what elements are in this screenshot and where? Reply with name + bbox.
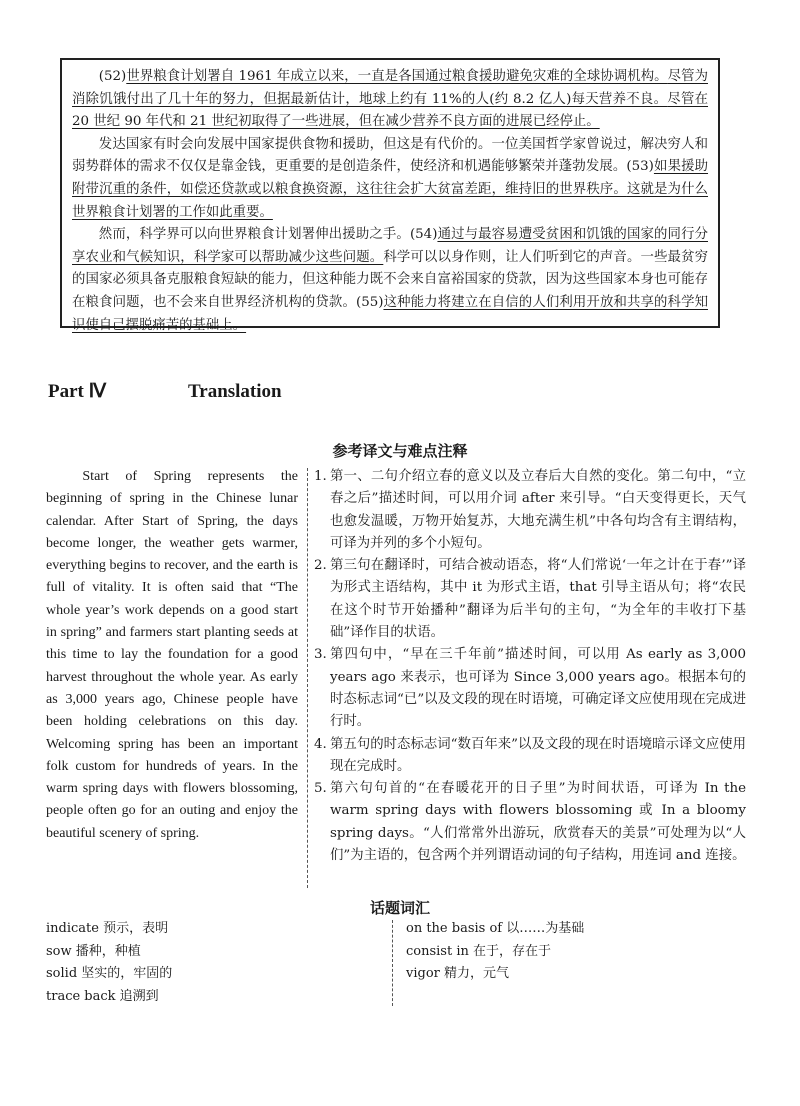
vocab-list-right xyxy=(406,918,736,986)
passage-paragraph-1 xyxy=(72,66,708,134)
note-number: 2. xyxy=(314,558,327,574)
part-title: Translation xyxy=(188,381,282,402)
note-number: 5. xyxy=(314,781,327,797)
passage-paragraph-3 xyxy=(72,224,708,337)
part-label: Part Ⅳ xyxy=(48,381,107,402)
translation-column xyxy=(46,466,298,845)
vocab-item: sow 播种，种植 xyxy=(46,943,141,959)
part-heading xyxy=(48,380,282,403)
vocab-divider xyxy=(392,920,393,1006)
note-item xyxy=(314,644,746,733)
underlined-sentence: 这就是为什么世界粮食计划署的工作如此重要。 xyxy=(72,181,709,220)
note-text: 第四句中，“早在三千年前”描述时间，可以用 As early as 3,000 years ago 来表示，也可译为 Since 3,000 years ago。根据本句的时态标志词“已”以及文段的现在时语境，可确定译文应使用现在完成进行时。 xyxy=(330,647,746,730)
note-number: 4. xyxy=(314,736,327,752)
note-item xyxy=(314,555,746,644)
underlined-sentence-52: 世界粮食计划署自 1961 年成立以来，一直是各国通过粮食援助避免灾难的全球协调机构。 xyxy=(126,69,668,84)
note-item xyxy=(314,734,746,779)
vocab-item: consist in 在于，存在于 xyxy=(406,943,551,959)
passage-paragraph-2 xyxy=(72,134,708,224)
passage-text: 科学可以以身作则，让人们听到它的声音。一些最贫穷的国家必须具备克服粮食短缺的能力，但这种能力既不会来自富裕国家的贷款，因为这些国家本身也可能存在粮食问题，也不会来自世界经济机构的贷款。(55) xyxy=(72,249,709,310)
notes-column xyxy=(314,466,746,867)
note-number: 1. xyxy=(314,469,327,484)
vocab-item: indicate 预示，表明 xyxy=(46,921,169,936)
vocab-item: vigor 精力，元气 xyxy=(406,966,509,981)
note-text: 第六句句首的“在春暖花开的日子里”为时间状语，可译为 In the warm spring days with flowers blossoming 或 In a bloomy spring days。“人们常常外出游玩，欣赏春天的美景”可处理为以“人们”为主语的，包含两个并列谓语动词的句子结构，用连词 and 连接。 xyxy=(330,781,746,864)
underlined-sentence: 尽管为消除饥饿付出了几十年的努力，但据最新估计，地球上约有 11%的人(约 8.2 亿人)每天营养不良。 xyxy=(72,69,708,107)
passage-text: 然而，科学界可以向世界粮食计划署伸出援助之手。(54) xyxy=(98,227,438,243)
passage-text: 发达国家有时会向发展中国家提供食物和援助，但这是有代价的。一位美国哲学家曾说过，解决穷人和弱势群体的需求不仅仅是靠金钱，更重要的是创造条件，使经济和机遇能够繁荣并蓬勃发展。(53) xyxy=(72,136,708,175)
column-divider xyxy=(307,468,308,888)
note-item xyxy=(314,778,746,867)
vocab-item: trace back 追溯到 xyxy=(46,988,159,1004)
underlined-sentence-53: 如果援助附带沉重的条件，如偿还贷款或以粮食换资源，这往往会扩大贫富差距，维持旧的世界秩序。 xyxy=(72,159,709,197)
note-text: 第五句的时态标志词“数百年来”以及文段的现在时语境暗示译文应使用现在完成时。 xyxy=(330,736,746,774)
note-number: 3. xyxy=(314,647,327,663)
vocab-title: 话题词汇 xyxy=(369,899,430,917)
vocab-item: on the basis of 以……为基础 xyxy=(406,921,585,936)
note-text: 第一、二句介绍立春的意义以及立春后大自然的变化。第二句中，“立春之后”描述时间，可以用介词 after 来引导。“白天变得更长，天气也愈发温暖，万物开始复苏，大地充满生机”中各句均含有主谓结构，可译为并列的多个小短句。 xyxy=(330,469,746,551)
vocab-item: solid 坚实的，牢固的 xyxy=(46,966,173,981)
underlined-sentence: 尽管在 20 世纪 90 年代和 21 世纪初取得了一些进展，但在减少营养不良方面的进展已经停止。 xyxy=(72,91,709,130)
note-item xyxy=(314,466,746,555)
translation-text: Start of Spring represents the beginning of spring in the Chinese lunar calendar. After Start of Spring, the days become longer, the weather gets warmer, everything begins to recover, and the earth is full of vitality. It is often said that “The whole year’s work depends on a good start in spring” and farmers start planting seeds at this time to lay the foundation for a good harvest throughout the whole year. As early as 3,000 years ago, Chinese people have been holding celebrations on this day. Welcoming spring has been an important folk custom for hundreds of years. In the warm spring days with flowers blossoming, people often go for an outing and enjoy the beautiful scenery of spring. xyxy=(46,469,298,841)
vocab-list-left xyxy=(46,918,376,1008)
underlined-sentence-54: 通过与最容易遭受贫困和饥饿的国家的同行分享农业和气候知识，科学家可以帮助减少这些问题。 xyxy=(72,227,708,265)
reference-title: 参考译文与难点注释 xyxy=(332,442,468,460)
note-text: 第三句在翻译时，可结合被动语态，将“人们常说‘一年之计在于春’”译为形式主语结构，其中 it 为形式主语，that 引导主语从句；将“农民在这个时节开始播种”翻译为后半句的主句，“为全年的丰收打下基础”译作目的状语。 xyxy=(330,558,746,641)
passage-box xyxy=(60,58,720,333)
question-number-52: (52) xyxy=(98,69,127,84)
underlined-sentence-55: 这种能力将建立在自信的人们利用开放和共享的科学知识使自己摆脱痛苦的基础上。 xyxy=(72,294,708,333)
